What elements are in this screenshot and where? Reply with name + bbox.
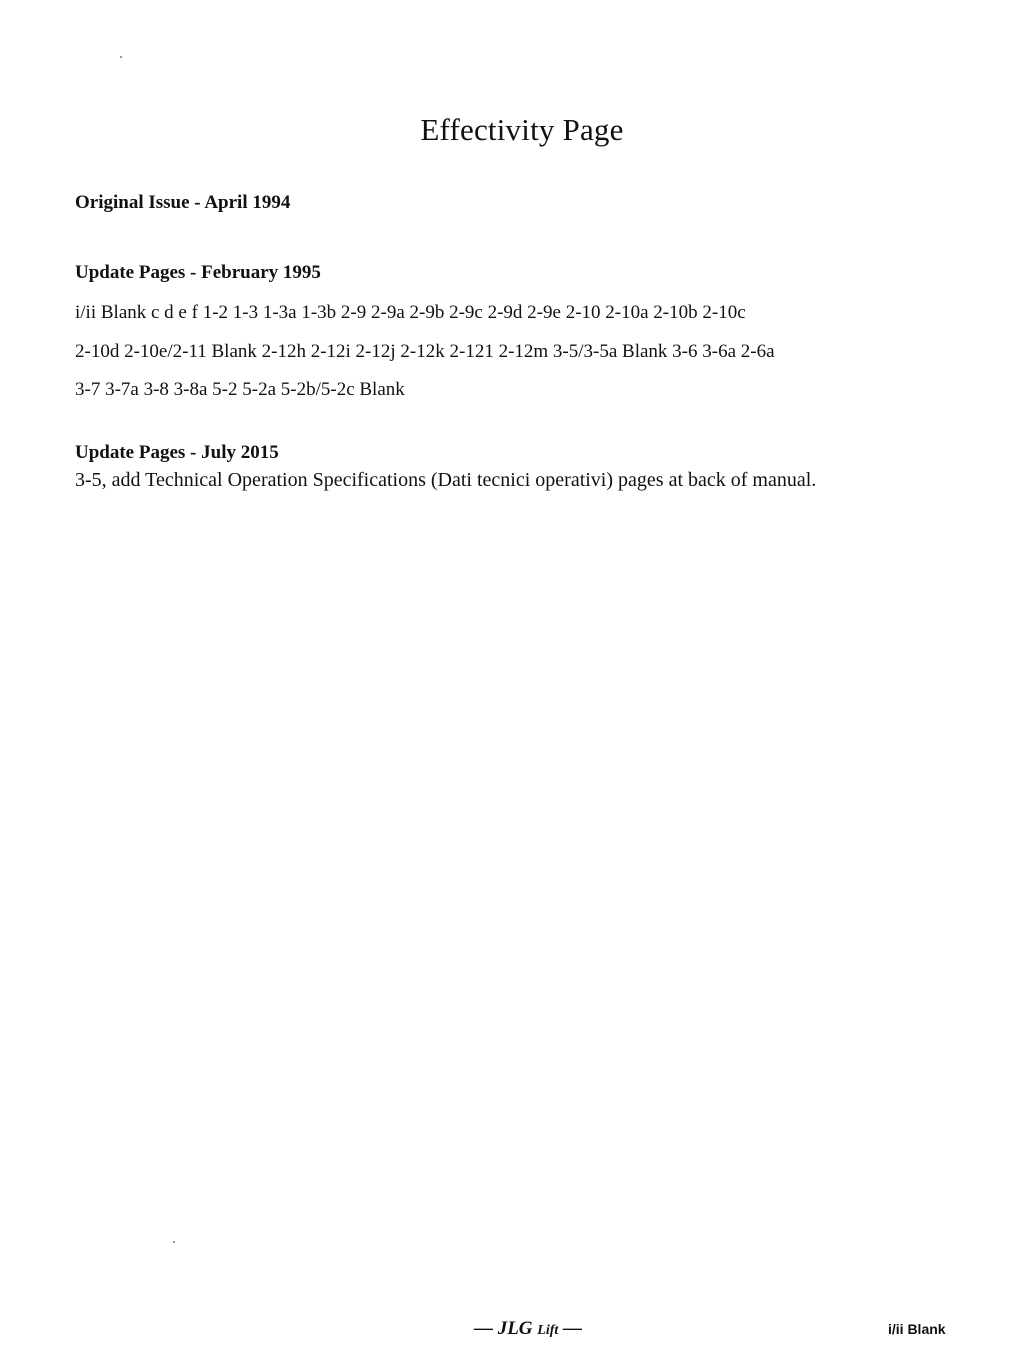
- dash-right: —: [558, 1318, 583, 1339]
- scan-speck: [120, 56, 122, 58]
- update-july-2015-text: 3-5, add Technical Operation Specifications (Dati tecnici operativi) pages at back of manual.: [75, 469, 817, 491]
- update-feb-1995-heading: Update Pages - February 1995: [75, 262, 321, 283]
- footer-page-label: i/ii Blank: [888, 1321, 946, 1337]
- page-list-line: i/ii Blank c d e f 1-2 1-3 1-3a 1-3b 2-9 2-9a 2-9b 2-9c 2-9d 2-9e 2-10 2-10a 2-10b 2-10c: [75, 302, 746, 323]
- update-july-2015-heading: Update Pages - July 2015: [75, 442, 279, 463]
- page-title: Effectivity Page: [420, 112, 624, 147]
- original-issue-heading: Original Issue - April 1994: [75, 192, 291, 213]
- page-list-line: 2-10d 2-10e/2-11 Blank 2-12h 2-12i 2-12j 2-12k 2-121 2-12m 3-5/3-5a Blank 3-6 3-6a 2-6a: [75, 341, 775, 362]
- page-list-line: 3-7 3-7a 3-8 3-8a 5-2 5-2a 5-2b/5-2c Blank: [75, 379, 405, 400]
- scan-speck: [173, 1241, 175, 1243]
- footer-brand: [0, 1318, 1024, 1340]
- brand-suffix: Lift: [537, 1323, 559, 1338]
- dash-left: —: [473, 1318, 498, 1339]
- brand-name: JLG: [497, 1318, 533, 1339]
